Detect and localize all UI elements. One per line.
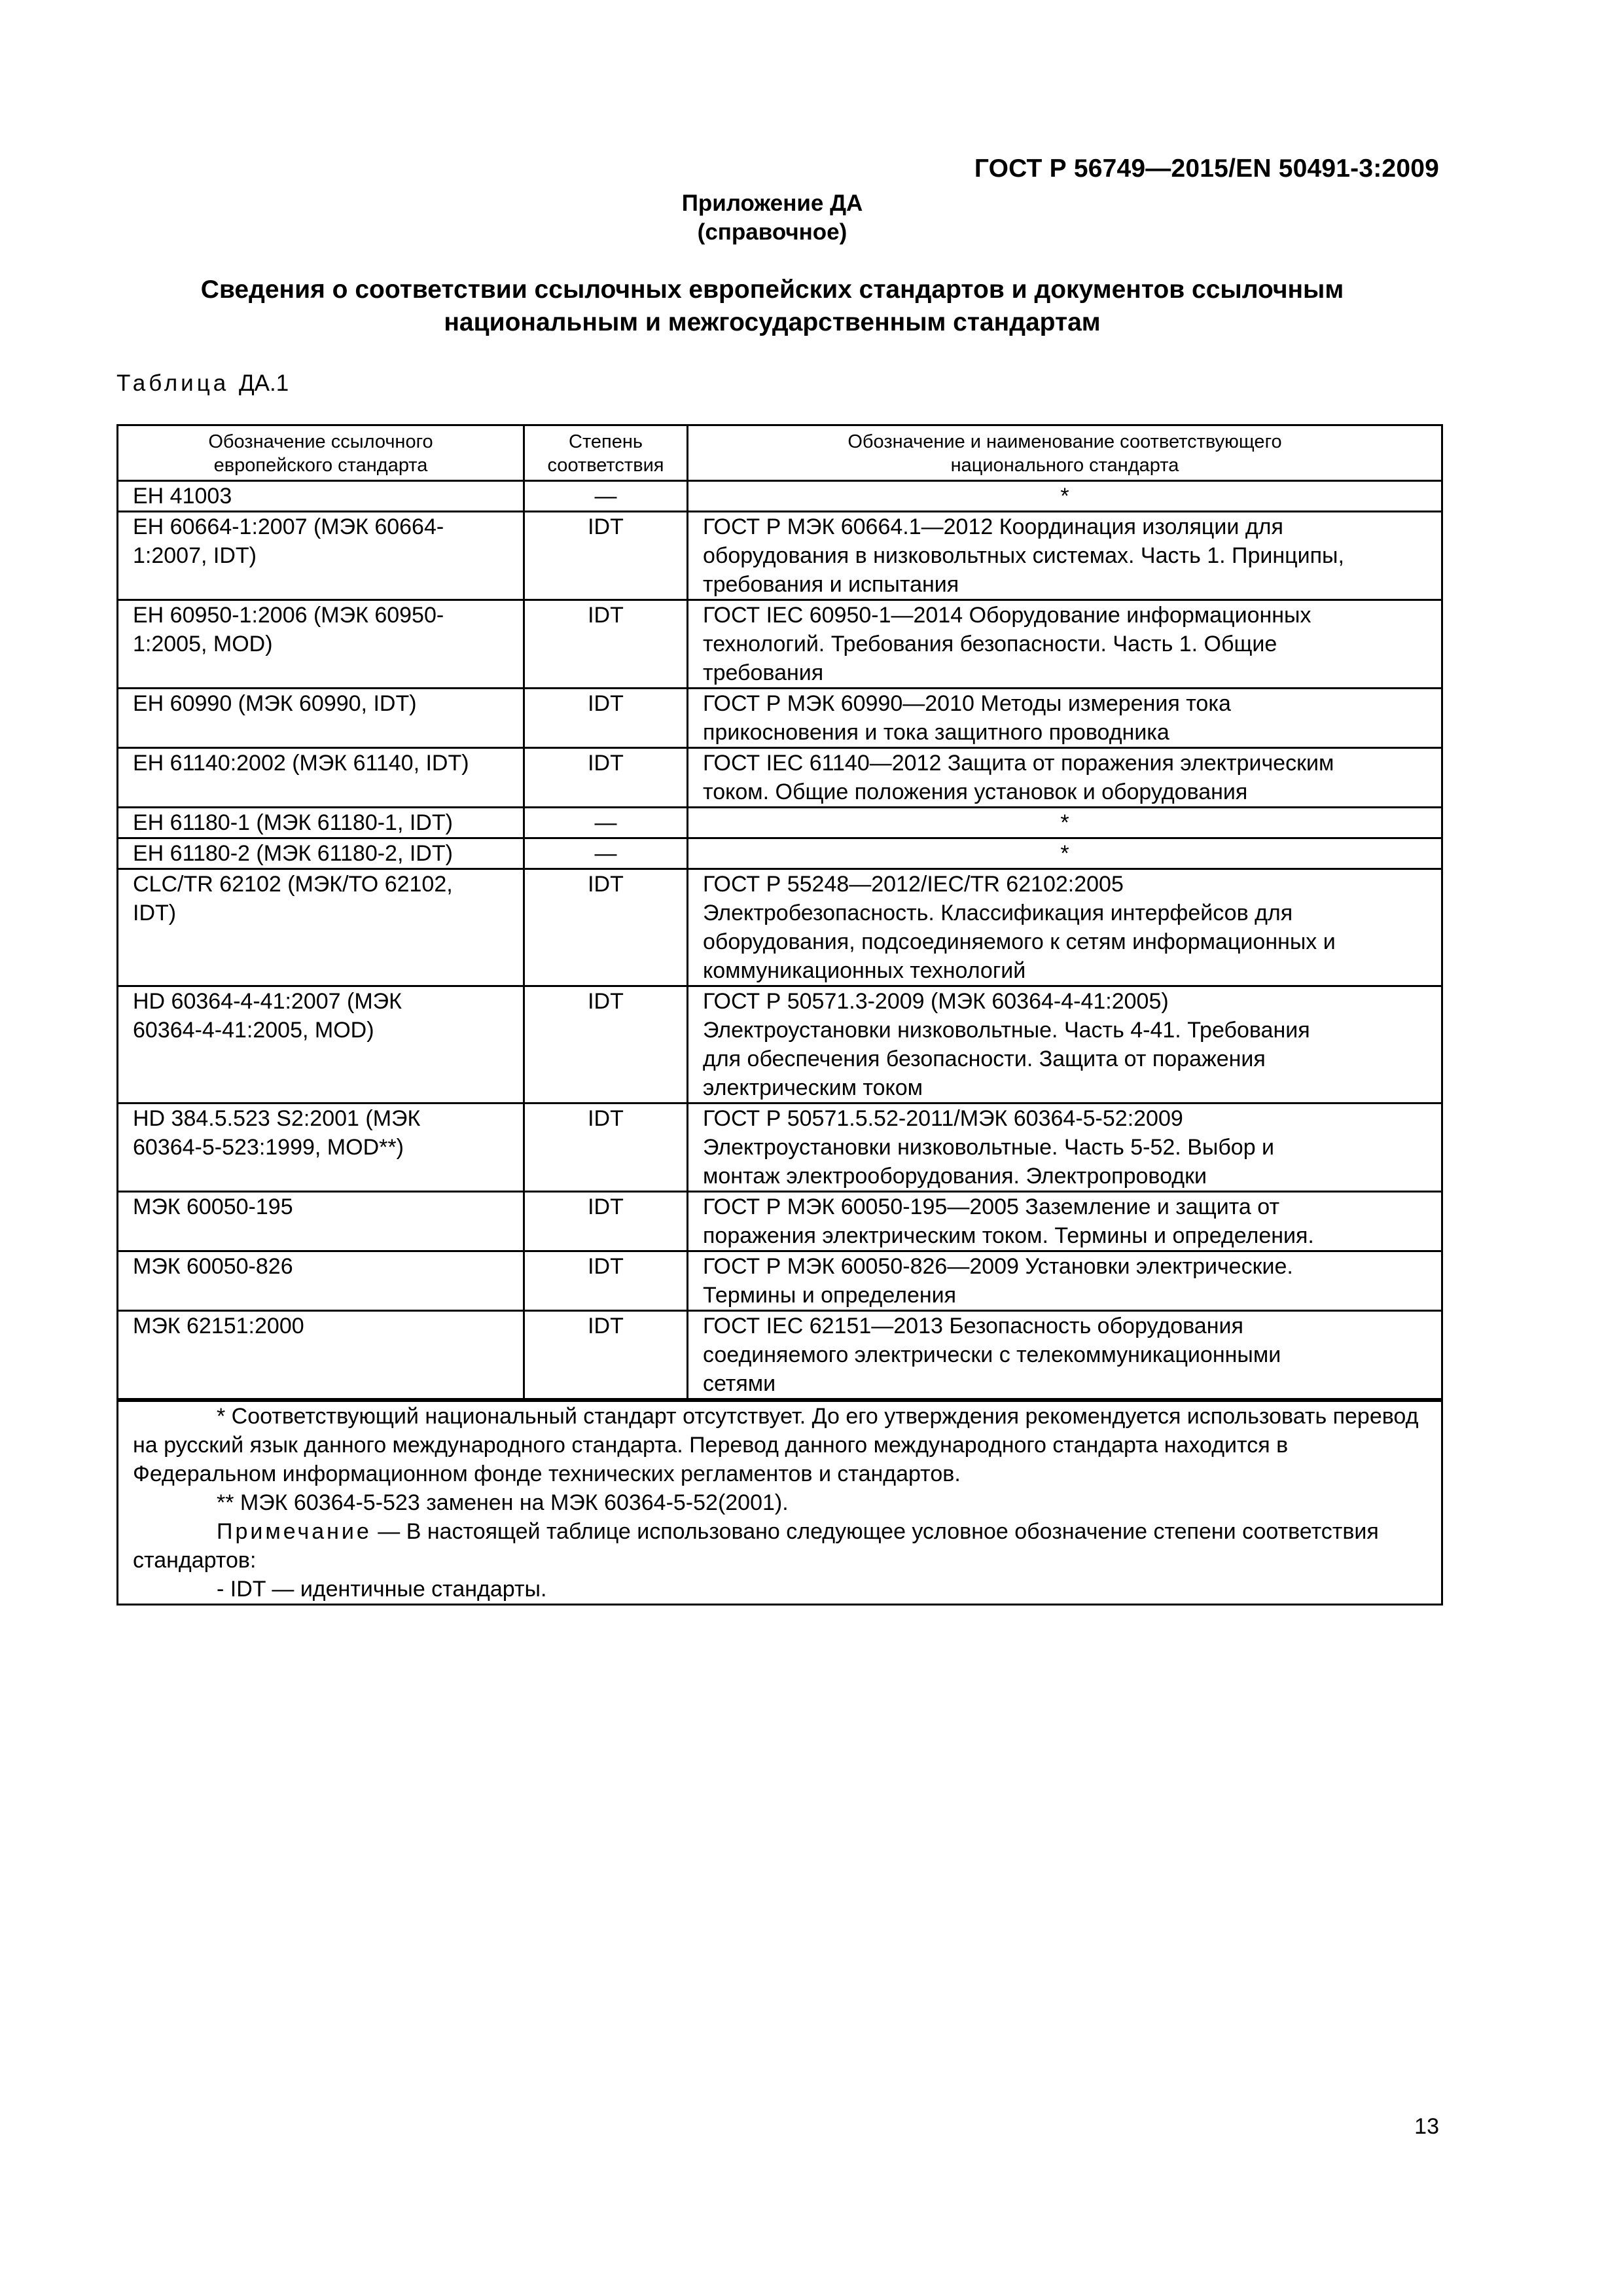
degree-cell: IDT [524,1192,688,1251]
header-cell-national [688,425,1442,481]
header-text: национального стандарта [950,455,1179,476]
national-standard-text: поражения электрическим током. Термины и определения. [703,1223,1314,1248]
degree-cell: — [524,808,688,838]
table-row [118,838,1442,869]
national-standard-text: для обеспечения безопасности. Защита от поражения [703,1047,1266,1071]
national-standard-text: Электроустановки низковольтные. Часть 5-52. Выбор и [703,1135,1275,1160]
table-row [118,600,1442,689]
national-standard-cell [688,689,1442,748]
national-standard-text: требования и испытания [703,572,959,597]
reference-standard-text: IDT) [133,901,177,925]
reference-standard-text: HD 60364-4-41:2007 (МЭК [133,989,402,1014]
table-footnote [118,1400,1442,1605]
reference-standard-cell [118,1192,524,1251]
footnote-line: Федеральном информационном фонде технических регламентов и стандартов. [133,1462,961,1486]
national-standard-cell [688,481,1442,512]
national-standard-cell [688,1251,1442,1311]
national-standard-cell [688,808,1442,838]
national-standard-text: соединяемого электрически с телекоммуникационными [703,1342,1281,1367]
reference-standard-cell [118,512,524,600]
table-label-number: ДА.1 [238,370,289,396]
national-standard-text: оборудования в низковольтных системах. Часть 1. Принципы, [703,543,1344,568]
national-standard-text: ГОСТ Р МЭК 60664.1—2012 Координация изоляции для [703,514,1283,539]
reference-standard-cell [118,869,524,986]
reference-standard-text: ЕН 61180-2 (МЭК 61180-2, IDT) [133,841,453,866]
reference-standard-text: CLC/TR 62102 (МЭК/ТО 62102, [133,872,453,897]
degree-cell: IDT [524,748,688,808]
table-row [118,1192,1442,1251]
note-word: Примечание [217,1519,372,1544]
note-line [133,1517,1427,1546]
national-standard-cell [688,838,1442,869]
table-row [118,481,1442,512]
reference-standard-cell [118,808,524,838]
degree-cell: — [524,838,688,869]
national-standard-text: ГОСТ IEC 62151—2013 Безопасность оборудования [703,1314,1243,1338]
national-standard-text: Электроустановки низковольтные. Часть 4-41. Требования [703,1018,1310,1043]
national-standard-text: током. Общие положения установок и оборудования [703,780,1248,804]
reference-standard-cell [118,838,524,869]
note-text: — В настоящей таблице использовано следующее условное обозначение степени соответствия [371,1519,1379,1544]
table-footnote-row [118,1400,1442,1605]
national-standard-cell [688,748,1442,808]
table-row [118,869,1442,986]
degree-cell: IDT [524,869,688,986]
note-line: стандартов: [133,1548,257,1573]
national-standard-text: коммуникационных технологий [703,958,1026,983]
reference-standard-text: 60364-4-41:2005, MOD) [133,1018,374,1043]
reference-standard-cell [118,689,524,748]
table-label [116,370,289,397]
heading-line-1: Сведения о соответствии ссылочных европейских стандартов и документов ссылочным [200,276,1344,304]
reference-standard-cell [118,600,524,689]
header-text: Степень [569,431,643,452]
table-row [118,689,1442,748]
reference-standard-text: МЭК 60050-826 [133,1254,293,1279]
national-standard-text: монтаж электрооборудования. Электропроводки [703,1164,1207,1189]
header-text: соответствия [547,455,664,476]
national-standard-text: * [1060,841,1069,866]
national-standard-text: ГОСТ Р 50571.3-2009 (МЭК 60364-4-41:2005) [703,989,1169,1014]
national-standard-text: сетями [703,1371,776,1396]
table-row [118,1103,1442,1192]
degree-cell: IDT [524,1311,688,1401]
section-heading [131,274,1414,339]
footnote-line: ** МЭК 60364-5-523 заменен на МЭК 60364-5-52(2001). [217,1490,789,1515]
footnote-line: на русский язык данного международного стандарта. Перевод данного международного стандарта находится в [133,1433,1289,1458]
national-standard-text: оборудования, подсоединяемого к сетям информационных и [703,929,1336,954]
national-standard-cell [688,1311,1442,1401]
reference-standard-text: ЕН 60664-1:2007 (МЭК 60664- [133,514,444,539]
national-standard-text: * [1060,484,1069,509]
national-standard-text: требования [703,660,824,685]
reference-standard-text: МЭК 62151:2000 [133,1314,304,1338]
degree-cell: IDT [524,1251,688,1311]
degree-cell: IDT [524,600,688,689]
reference-standard-text: HD 384.5.523 S2:2001 (МЭК [133,1106,421,1131]
national-standard-text: прикосновения и тока защитного проводника [703,720,1169,745]
national-standard-cell [688,600,1442,689]
table-row [118,512,1442,600]
reference-standard-cell [118,1311,524,1401]
reference-standard-cell [118,986,524,1103]
national-standard-cell [688,986,1442,1103]
national-standard-text: ГОСТ IEC 60950-1—2014 Оборудование информационных [703,603,1311,628]
reference-standard-text: ЕН 60950-1:2006 (МЭК 60950- [133,603,444,628]
appendix-title: Приложение ДА [681,190,863,216]
degree-cell: IDT [524,1103,688,1192]
appendix-type: (справочное) [697,219,847,245]
reference-standard-cell [118,748,524,808]
degree-cell: IDT [524,986,688,1103]
national-standard-text: технологий. Требования безопасности. Часть 1. Общие [703,632,1277,656]
reference-standard-text: 1:2005, MOD) [133,632,273,656]
national-standard-text: электрическим током [703,1075,923,1100]
degree-cell: IDT [524,512,688,600]
national-standard-cell [688,512,1442,600]
national-standard-text: ГОСТ Р 55248—2012/IEC/TR 62102:2005 [703,872,1124,897]
degree-cell: — [524,481,688,512]
reference-standard-text: ЕН 60990 (МЭК 60990, IDT) [133,691,417,716]
national-standard-cell [688,1103,1442,1192]
reference-standard-text: ЕН 41003 [133,484,232,509]
reference-standard-cell [118,1251,524,1311]
national-standard-cell [688,869,1442,986]
reference-standard-cell [118,1103,524,1192]
correspondence-table [116,424,1443,1605]
reference-standard-text: ЕН 61140:2002 (МЭК 61140, IDT) [133,751,469,776]
page-number: 13 [1414,2114,1439,2139]
national-standard-text: ГОСТ Р МЭК 60050-826—2009 Установки электрические. [703,1254,1293,1279]
table-label-word: Таблица [116,370,230,396]
national-standard-text: ГОСТ Р МЭК 60050-195—2005 Заземление и защита от [703,1194,1280,1219]
reference-standard-text: 60364-5-523:1999, MOD**) [133,1135,404,1160]
national-standard-text: * [1060,810,1069,835]
national-standard-text: Термины и определения [703,1283,957,1308]
note-line: - IDT — идентичные стандарты. [217,1577,547,1602]
reference-standard-cell [118,481,524,512]
reference-standard-text: 1:2007, IDT) [133,543,257,568]
table-row [118,1311,1442,1401]
header-text: европейского стандарта [213,455,428,476]
table-row [118,748,1442,808]
heading-line-2: национальным и межгосударственным стандартам [444,308,1101,336]
national-standard-cell [688,1192,1442,1251]
header-cell-degree [524,425,688,481]
table-row [118,986,1442,1103]
header-text: Обозначение ссылочного [208,431,433,452]
footnote-line: * Соответствующий национальный стандарт отсутствует. До его утверждения рекомендуется использовать перевод [217,1404,1419,1429]
table-row [118,1251,1442,1311]
header-text: Обозначение и наименование соответствующего [847,431,1282,452]
national-standard-text: Электробезопасность. Классификация интерфейсов для [703,901,1293,925]
national-standard-text: ГОСТ IEC 61140—2012 Защита от поражения электрическим [703,751,1334,776]
degree-cell: IDT [524,689,688,748]
national-standard-text: ГОСТ Р 50571.5.52-2011/МЭК 60364-5-52:2009 [703,1106,1183,1131]
document-code: ГОСТ Р 56749—2015/EN 50491-3:2009 [974,154,1439,183]
table-row [118,808,1442,838]
reference-standard-text: МЭК 60050-195 [133,1194,293,1219]
national-standard-text: ГОСТ Р МЭК 60990—2010 Методы измерения тока [703,691,1231,716]
table-header-row [118,425,1442,481]
reference-standard-text: ЕН 61180-1 (МЭК 61180-1, IDT) [133,810,453,835]
header-cell-reference [118,425,524,481]
